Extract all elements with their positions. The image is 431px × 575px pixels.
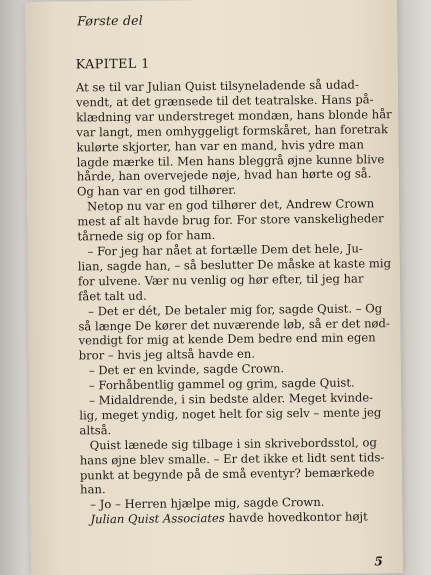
text-line-last [80,509,390,527]
text-line: lig, meget yndig, noget helt for sig selv – mente jeg [79,405,382,423]
text-line: – Midaldrende, i sin bedste alder. Meget kvinde- [89,390,374,408]
page-content [69,0,393,575]
text-line: bror – hvis jeg altså havde en. [78,346,256,363]
text-line: var langt, men omhyggeligt formskåret, han foretrak [76,121,389,140]
text-line: – Det er en kvinde, sagde Crown. [88,361,285,378]
text-line: fået talt ud. [78,288,147,304]
text-line: altså. [79,422,112,438]
book-page [25,0,403,575]
text-line: for ulvene. Vær nu venlig og hør efter, til jeg har [77,271,364,289]
text-line: – For jeg har nået at fortælle Dem det hele, Ju- [87,241,363,259]
text-line: mest af alt havde brug for. For store vanskeligheder [77,211,384,229]
text-line: Quist lænede sig tilbage i sin skrivebordsstol, og [89,435,377,453]
text-line: hans øjne blev smalle. – Er det ikke et lidt sent tids- [79,449,385,468]
text-line: vendigt for mig at kende Dem bedre end min egen [78,330,376,348]
text-line: punkt at begynde på de små eventyr? bemærkede [79,464,375,482]
text-line: lian, sagde han, – så beslutter De måske at kaste mig [77,256,392,274]
text-line: hårde, han overvejede nøje, hvad han hørte og så. [76,166,372,184]
text-line: At se til var Julian Quist tilsyneladende så udad- [75,77,359,95]
text-line: så længe De kører det nuværende løb, så er det nød- [78,315,390,333]
chapter-title: KAPITEL 1 [75,56,150,73]
italic-company-name: Julian Quist Associates [90,511,225,527]
text-line: lagde mærke til. Men hans bleggrå øjne kunne blive [76,151,385,169]
text-line: Og han var en god tilhører. [76,183,237,199]
running-head: Første del [77,12,143,29]
last-line-rest: havde hovedkontor højt [224,509,368,526]
body-text [76,77,391,527]
text-line: – Forhåbentlig gammel og grim, sagde Quist. [88,375,355,393]
text-line: kulørte skjorter, han var en mand, hvis ydre man [76,137,364,155]
text-line: vendt, at det grænsede til det teatralske. Hans på- [75,92,374,110]
page-number: 5 [374,554,383,569]
text-line: – Jo – Herren hjælpe mig, sagde Crown. [90,495,325,512]
text-line: tårnede sig op for ham. [77,228,216,244]
text-line: Netop nu var en god tilhører det, Andrew Crown [87,196,375,214]
text-line: klædning var understreget mondæn, hans blonde hår [76,106,392,125]
text-line: han. [80,482,106,497]
text-line: – Det er dét, De betaler mig for, sagde Quist. – Og [88,300,383,318]
